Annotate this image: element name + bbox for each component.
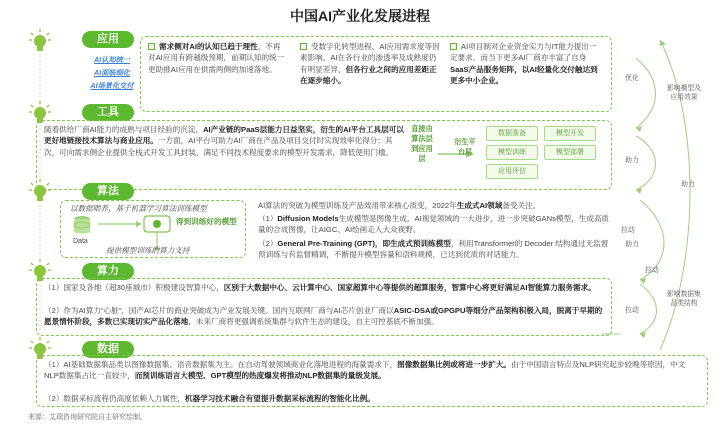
tools-direct-label: 直接由算法层到应用层 bbox=[411, 124, 433, 163]
source-note: 来源：艾瑞咨询研究院自主研究绘制。 bbox=[28, 414, 147, 421]
tool-model-dev: 模型开发 bbox=[544, 126, 596, 141]
tool-app-eval: 应用评估 bbox=[486, 164, 538, 179]
app-link-cognition[interactable]: AI认知统一 bbox=[94, 55, 130, 64]
database-icon bbox=[70, 214, 94, 238]
arrow-label-1: 优化 bbox=[625, 75, 639, 82]
lightbulb-icon bbox=[28, 178, 52, 204]
right-label-bottom: 影响数据集品类结构 bbox=[667, 291, 701, 307]
algorithm-diagram-result: 得到训练好的模型 bbox=[176, 217, 237, 226]
application-col-3: AI项目制对企业资金实力与IT能力提出一定要求，而当下更多AI厂商亦丰富了自身SaaS产品服务矩阵，以AI轻量化交付触达到更多中小企业。 bbox=[450, 42, 598, 86]
application-links bbox=[86, 53, 138, 92]
algorithm-diagram-top: 以数据喂养，基于机器学习算法训练模型 bbox=[70, 204, 207, 213]
lightbulb-icon bbox=[28, 28, 52, 54]
section-label-application: 应用 bbox=[82, 31, 134, 48]
algorithm-point-1: （1）Diffusion Models生成模型是图像生成，AI视觉领域的一大进步，进一步突破GANs模型，生成高质量的合成图像，让AIGC、AI绘画走入大众视野。 bbox=[258, 214, 610, 235]
app-link-refinement[interactable]: AI面临细化 bbox=[94, 68, 130, 77]
data-point-1: （1）AI基础数据集品类以图像数据集、语音数据集为主。在自动驾驶领域商业化落地进程的海量需求下，图像数据集比例或将进一步扩大。由于中国语言特点及NLP研究起步较晚等原因，中文NLP数据集占比一直较少，而预训练语言大模型、GPT模型的热度爆发将推动NLP数据集的量级发展。 bbox=[44, 360, 686, 381]
arrow-label-3: 助力 bbox=[681, 181, 695, 188]
page-title: 中国AI产业化发展进程 bbox=[290, 8, 430, 24]
algorithm-intro: AI算法的突破为模型训练及产品效用带来核心质变，2022年生成式AI领域备受关注。 bbox=[258, 201, 541, 210]
section-label-tools: 工具 bbox=[82, 104, 134, 121]
tool-data-prep: 数据准备 bbox=[486, 126, 538, 141]
algorithm-diagram-data: Data bbox=[73, 238, 88, 245]
tools-platform-label: 衍生平台层 bbox=[454, 139, 476, 156]
compute-point-2: （2）作为AI算力“心脏”，国产AI芯片的商业突破成为产业发展关键。国内互联网厂商与AI芯片创业厂商以ASIC-DSA或GPGPU等细分产品架构积极入局，脱离于早期的愿景情怀阶段，多数已实现切实产品化落地，未来厂商将更强调系统集群与软件生态的建设，自主可控基底不断加强。 bbox=[44, 306, 603, 327]
compute-point-1: （1）国家及各地（超30座城市）积极建设智算中心，区别于大数据中心、云计算中心、国家超算中心等提供的超算服务，智算中心将更好满足AI智能算力服务需求。 bbox=[44, 283, 596, 292]
application-col-2: 受数字化转型进程、AI应用需求度等因素影响，AI在各行业的渗透率及成熟度仍有明显差异，但各行业之间的应用差距正在逐步缩小。 bbox=[300, 42, 440, 86]
section-label-algorithm: 算法 bbox=[82, 183, 134, 200]
algorithm-diagram-bottom: 提供模型训练的算力支持 bbox=[106, 246, 190, 255]
section-label-compute: 算力 bbox=[82, 263, 134, 280]
arrow-label-5: 拉动 bbox=[621, 227, 635, 234]
tool-model-train: 模型训练 bbox=[486, 145, 538, 160]
section-label-data: 数据 bbox=[82, 341, 134, 358]
tools-paragraph: 随着供给厂商AI能力的成熟与项目经验的沉淀，AI产业链的PaaS层能力日益坚实，衍生的AI平台工具层可以更好地链接技术算法与商业应用。一方面，AI平台可助力AI厂商在产品及项目交付时实现效率化得分；其次，可向需求侧企业提供全栈式开发工具封装，满足不同技术程度要求的模型开发需求，降低使用门槛。 bbox=[44, 125, 404, 157]
data-point-2: （2）数据采标流程仍高度依赖人力属性，机器学习技术融合有望提升数据采标流程的智能化比例。 bbox=[44, 394, 375, 403]
application-col-1: 需求侧对AI的认知已趋于理性，不再对AI应用有跨越级预期，前期认知的统一更助推AI应用在供需两侧的加速落地。 bbox=[148, 42, 285, 74]
arrow-label-2: 助力 bbox=[625, 157, 639, 164]
arrow-label-6: 拉动 bbox=[645, 267, 659, 274]
tool-model-deploy: 模型部署 bbox=[544, 145, 596, 160]
arrow-label-4: 助力 bbox=[625, 241, 639, 248]
arrow-label-7: 拉动 bbox=[625, 307, 639, 314]
right-label-top: 影响模型及应用效果 bbox=[667, 85, 701, 101]
app-link-scenario[interactable]: AI场景化交付 bbox=[90, 81, 134, 90]
algorithm-point-2: （2）General Pre-Training (GPT)，即生成式预训练模型，利用Transformer的 Decoder 结构通过无监督预训练与有监督精调，不断提升模型容量和语料规模，已达到优质的对话能力。 bbox=[258, 239, 609, 260]
